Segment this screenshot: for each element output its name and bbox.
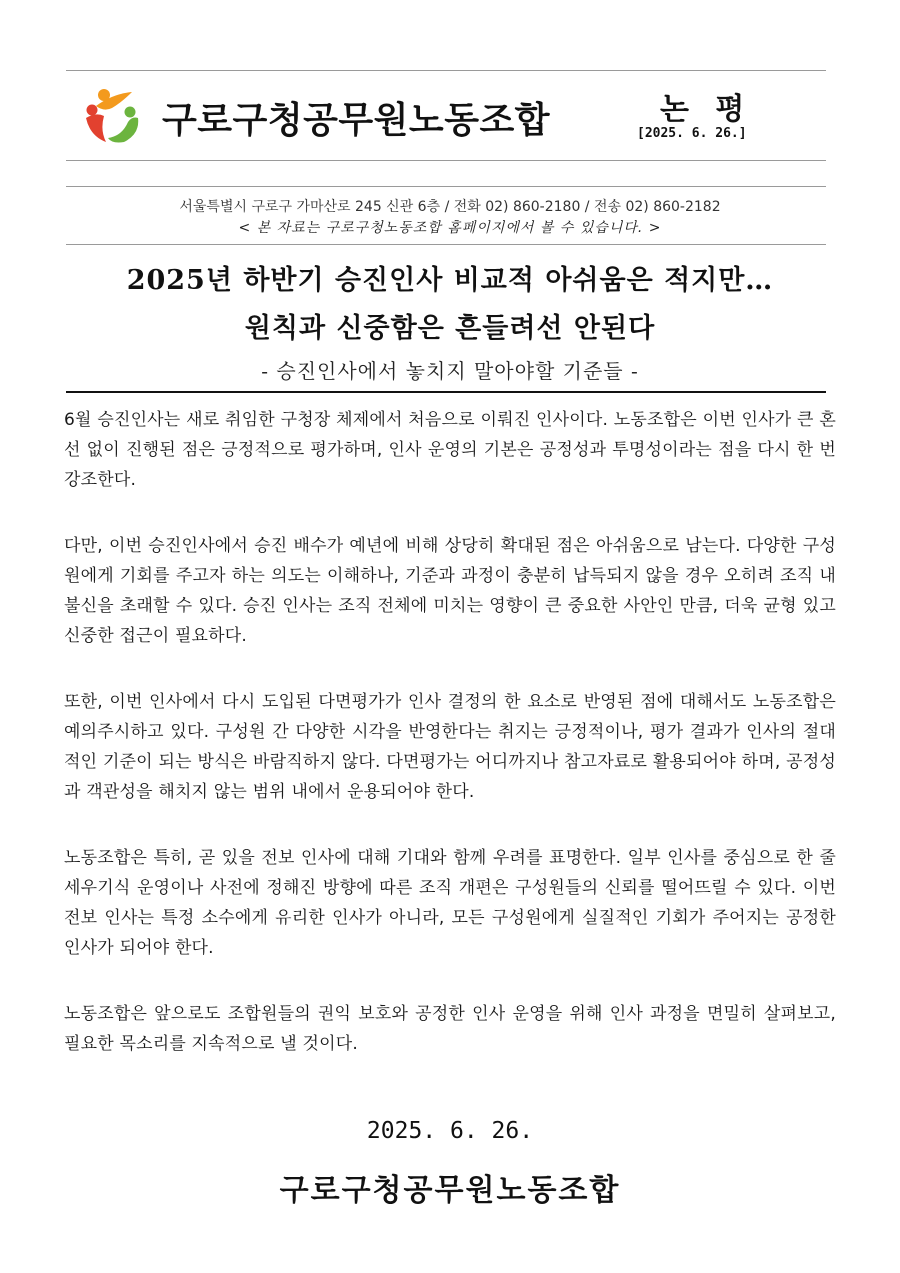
- header-bottom-rule: [66, 160, 826, 161]
- headline-subtitle: - 승진인사에서 놓치지 말아야할 기준들 -: [261, 359, 639, 383]
- footer-org-name: 구로구청공무원노동조합: [279, 1173, 621, 1208]
- contact-top-rule: [66, 186, 826, 187]
- homepage-notice: < 본 자료는 구로구청노동조합 홈페이지에서 볼 수 있습니다. >: [238, 220, 662, 236]
- union-logo-icon: [82, 86, 144, 146]
- header-org-name: 구로구청공무원노동조합: [162, 100, 551, 141]
- body-paragraph: 6월 승진인사는 새로 취임한 구청장 체제에서 처음으로 이뤄진 인사이다. 노동조합은 이번 인사가 큰 혼선 없이 진행된 점은 긍정적으로 평가하며, 인사 운영의 기본은 공정성과 투명성이라는 점을 다시 한 번 강조한다.: [64, 410, 836, 490]
- document-type-label: 논 평: [660, 92, 753, 127]
- contact-bottom-rule: [66, 244, 826, 245]
- contact-address: 서울특별시 구로구 가마산로 245 신관 6층 / 전화 02) 860-2180 / 전송 02) 860-2182: [179, 199, 721, 215]
- headline-title-line2: 원칙과 신중함은 흔들려선 안된다: [244, 313, 656, 344]
- header-top-rule: [66, 70, 826, 71]
- body-paragraph: 노동조합은 특히, 곧 있을 전보 인사에 대해 기대와 함께 우려를 표명한다. 일부 인사를 중심으로 한 줄 세우기식 운영이나 사전에 정해진 방향에 따른 조직 개편은 구성원들의 신뢰를 떨어뜨릴 수 있다. 이번 전보 인사는 특정 소수에게 유리한 인사가 아니라, 모든 구성원에게 실질적인 기회가 주어지는 공정한 인사가 되어야 한다.: [64, 848, 836, 958]
- header-date: [2025. 6. 26.]: [637, 126, 747, 141]
- footer-date: 2025. 6. 26.: [366, 1118, 534, 1144]
- statement-body: [64, 405, 836, 1095]
- body-paragraph: 또한, 이번 인사에서 다시 도입된 다면평가가 인사 결정의 한 요소로 반영된 점에 대해서도 노동조합은 예의주시하고 있다. 구성원 간 다양한 시각을 반영한다는 취지는 긍정적이나, 평가 결과가 인사의 절대적인 기준이 되는 방식은 바람직하지 않다. 다면평가는 어디까지나 참고자료로 활용되어야 하며, 공정성과 객관성을 해치지 않는 범위 내에서 운용되어야 한다.: [64, 692, 836, 802]
- body-paragraph: 노동조합은 앞으로도 조합원들의 권익 보호와 공정한 인사 운영을 위해 인사 과정을 면밀히 살펴보고, 필요한 목소리를 지속적으로 낼 것이다.: [64, 1004, 836, 1054]
- title-underline-rule: [66, 391, 826, 393]
- headline-title-line1: 2025년 하반기 승진인사 비교적 아쉬움은 적지만…: [126, 265, 774, 296]
- body-paragraph: 다만, 이번 승진인사에서 승진 배수가 예년에 비해 상당히 확대된 점은 아쉬움으로 남는다. 다양한 구성원에게 기회를 주고자 하는 의도는 이해하나, 기준과 과정이 충분히 납득되지 않을 경우 오히려 조직 내 불신을 초래할 수 있다. 승진 인사는 조직 전체에 미치는 영향이 큰 중요한 사안인 만큼, 더욱 균형 있고 신중한 접근이 필요하다.: [64, 536, 836, 646]
